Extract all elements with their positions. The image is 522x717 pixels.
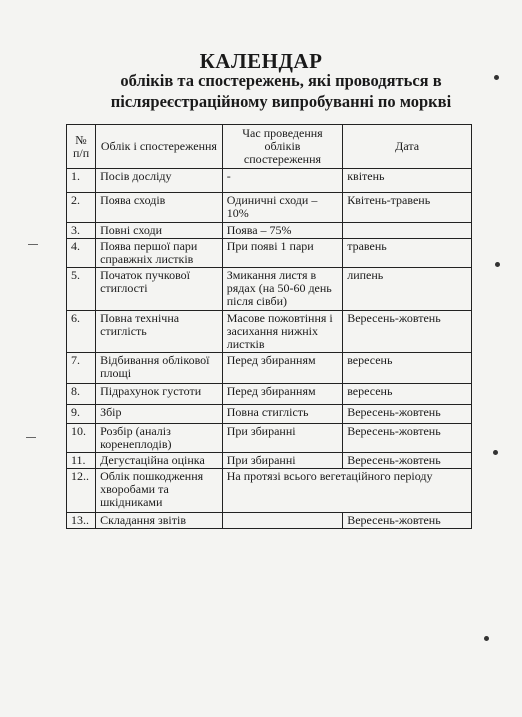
row-observation: Поява першої пари справжніх листків: [96, 239, 223, 268]
page-subtitle: [66, 70, 496, 112]
row-date: Вересень-жовтень: [343, 311, 472, 353]
table-row: [67, 193, 472, 223]
row-number: 13..: [67, 513, 96, 529]
row-number: 9.: [67, 405, 96, 424]
row-date: липень: [343, 268, 472, 311]
row-observation: Облік пошкодження хворобами та шкідниками: [96, 469, 223, 513]
row-number: 11.: [67, 453, 96, 469]
row-observation: Посів досліду: [96, 169, 223, 193]
binder-hole-mark: [495, 262, 500, 267]
row-number: 12..: [67, 469, 96, 513]
row-observation: Складання звітів: [96, 513, 223, 529]
row-date: травень: [343, 239, 472, 268]
row-observation: Дегустаційна оцінка: [96, 453, 223, 469]
row-time: -: [222, 169, 342, 193]
table-header-row: [67, 125, 472, 169]
row-time: При збиранні: [222, 424, 342, 453]
scan-mark: [28, 244, 38, 245]
row-number: 4.: [67, 239, 96, 268]
row-observation: Збір: [96, 405, 223, 424]
row-time-span: На протязі всього вегетаційного періоду: [222, 469, 471, 513]
row-time: [222, 513, 342, 529]
row-number: 2.: [67, 193, 96, 223]
table-row: [67, 239, 472, 268]
row-time: Масове пожовтіння і засихання нижніх листків: [222, 311, 342, 353]
table-row: [67, 513, 472, 529]
row-date: вересень: [343, 353, 472, 384]
row-observation: Підрахунок густоти: [96, 384, 223, 405]
binder-hole-mark: [484, 636, 489, 641]
row-date: квітень: [343, 169, 472, 193]
row-observation: Повні сходи: [96, 223, 223, 239]
scan-mark: [26, 437, 36, 438]
row-observation: Повна технічна стиглість: [96, 311, 223, 353]
table-row: [67, 311, 472, 353]
table-row: [67, 223, 472, 239]
table-row: [67, 405, 472, 424]
row-time: Повна стиглість: [222, 405, 342, 424]
row-time: Поява – 75%: [222, 223, 342, 239]
row-date: Вересень-жовтень: [343, 513, 472, 529]
table-row: [67, 453, 472, 469]
row-time: Одиничні сходи – 10%: [222, 193, 342, 223]
table-row: [67, 384, 472, 405]
binder-hole-mark: [493, 450, 498, 455]
col-header-observation: Облік і спостереження: [96, 125, 223, 169]
page-title: КАЛЕНДАР: [199, 49, 323, 73]
subtitle-line-1: обліків та спостережень, які проводяться в: [120, 71, 442, 90]
row-time: Змикання листя в рядах (на 50-60 день після сівби): [222, 268, 342, 311]
row-number: 8.: [67, 384, 96, 405]
row-time: Перед збиранням: [222, 353, 342, 384]
col-header-time: Час проведення обліків спостереження: [222, 125, 342, 169]
binder-hole-mark: [494, 75, 499, 80]
row-date: вересень: [343, 384, 472, 405]
row-observation: Поява сходів: [96, 193, 223, 223]
table-row: [67, 169, 472, 193]
table-row: [67, 424, 472, 453]
row-time: При появі 1 пари: [222, 239, 342, 268]
row-number: 6.: [67, 311, 96, 353]
table-row: [67, 268, 472, 311]
row-date: Вересень-жовтень: [343, 405, 472, 424]
row-observation: Розбір (аналіз коренеплодів): [96, 424, 223, 453]
row-date: Вересень-жовтень: [343, 424, 472, 453]
row-date: [343, 223, 472, 239]
row-number: 7.: [67, 353, 96, 384]
row-time: Перед збиранням: [222, 384, 342, 405]
table-row: [67, 353, 472, 384]
col-header-date: Дата: [343, 125, 472, 169]
subtitle-line-2: післяреєстраційному випробуванні по моркві: [110, 92, 452, 111]
row-observation: Початок пучкової стиглості: [96, 268, 223, 311]
row-number: 3.: [67, 223, 96, 239]
table-row: [67, 469, 472, 513]
row-time: При збиранні: [222, 453, 342, 469]
row-date: Вересень-жовтень: [343, 453, 472, 469]
row-date: Квітень-травень: [343, 193, 472, 223]
col-header-number: № п/п: [67, 125, 96, 169]
row-number: 1.: [67, 169, 96, 193]
calendar-table: [66, 124, 472, 529]
row-number: 5.: [67, 268, 96, 311]
row-number: 10.: [67, 424, 96, 453]
row-observation: Відбивання облікової площі: [96, 353, 223, 384]
